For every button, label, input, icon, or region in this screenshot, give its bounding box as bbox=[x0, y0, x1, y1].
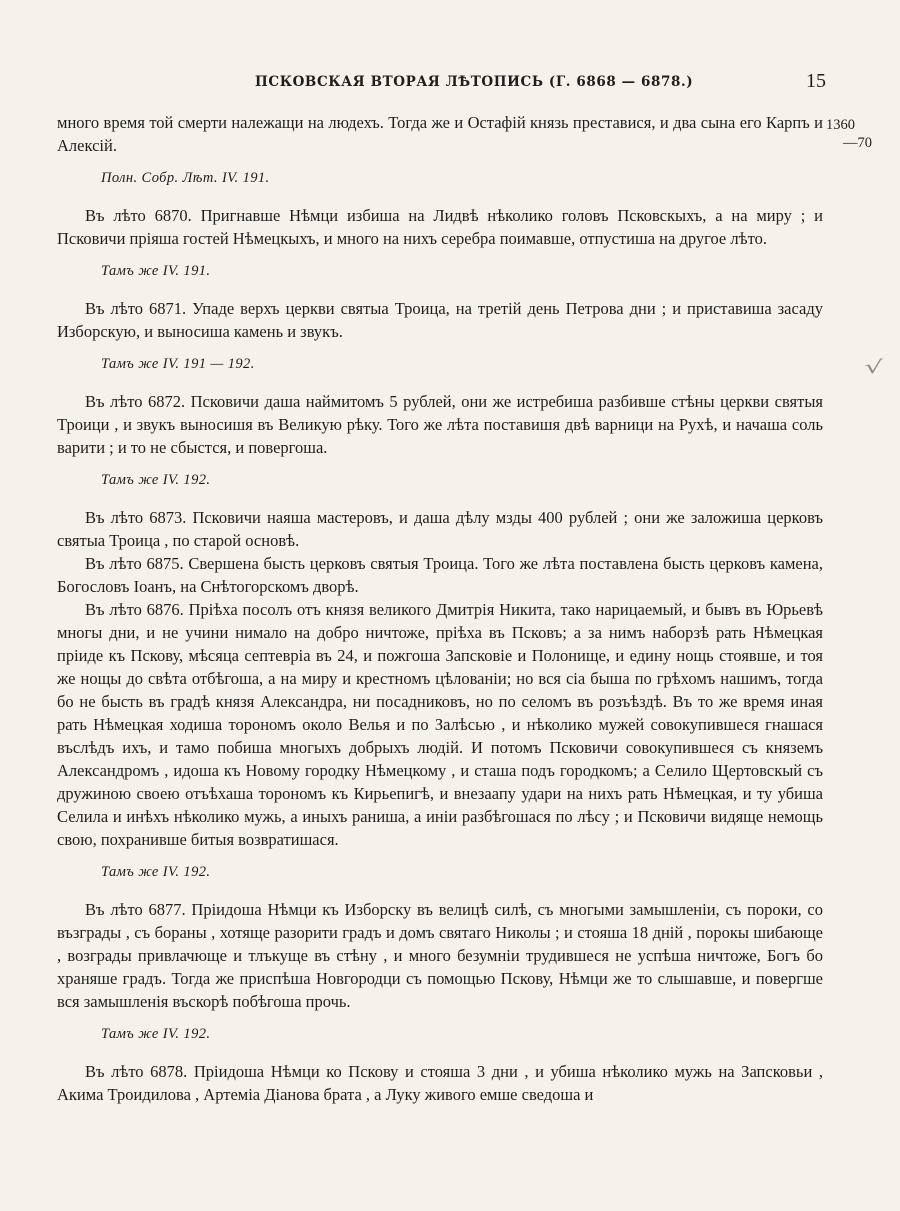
pencil-check-mark-icon: √ bbox=[864, 357, 883, 378]
source-citation: Тамъ же IV. 191 — 192. bbox=[101, 356, 255, 372]
chronicle-paragraph: Въ лѣто 6876. Пріѣха посолъ отъ князя великого Дмитрія Никита, тако нарицаемый, и бывъ въ Юрьевѣ многы дни, и не учини нимало на добро ничтоже, пріѣха въ Псковъ; а за нимъ наборзѣ рать Нѣмецкая пріиде къ Пскову, мѣсяца септевріа въ 24, и пожгоша Запсковіе и Полонище, и едину нощь стоявше, и тоя же нощы до свѣта отбѣгоша, а на миру и крестномъ цѣлованіи; но вся сіа быша по грѣхомъ нашимъ, тогда бо не бысть въ градѣ князя Александра, ни посадниковъ, но по селомъ въ розъѣздѣ. Въ то же время иная рать Нѣмецкая ходиша торономъ около Велья и по Залѣсью , и нѣколико мужей совокупившеся гнашася въслѣдъ ихъ, и тамо побиша многыхъ добрыхъ людій. И потомъ Псковичи совокупившеся съ княземъ Александромъ , идоша къ Новому городку Нѣмецкому , и сташа подъ городкомъ; а Селило Щертовскый съ дружиною своею отъѣхаша торономъ къ Кирьепигѣ, и внезаапу удари на нихъ рать Нѣмецкая, и ту убиша Селила и инѣхъ нѣколико мужь, а иныхъ раниша, а иніи разбѣгошася по лѣсу ; и Псковичи видяще немощь свою, похранивше битыя возвратишася. bbox=[57, 600, 823, 849]
source-citation: Тамъ же IV. 192. bbox=[101, 864, 211, 880]
margin-year-start: 1360 bbox=[826, 117, 855, 133]
source-citation: Тамъ же IV. 191. bbox=[101, 263, 211, 279]
chronicle-paragraph: Въ лѣто 6872. Псковичи даша наймитомъ 5 рублей, они же истребиша разбивше стѣны церкви святыя Троици , и звукъ выносишя въ Великую рѣку. Того же лѣта поставишя двѣ варници на Рухѣ, и начаша соль варити ; и то не сбыстся, и повергоша. bbox=[57, 392, 823, 457]
page-number: 15 bbox=[806, 70, 826, 92]
source-citation: Тамъ же IV. 192. bbox=[101, 472, 211, 488]
chronicle-paragraph: Въ лѣто 6875. Свершена бысть церковъ святыя Троица. Того же лѣта поставлена бысть церковъ камена, Богословъ Іоанъ, на Снѣтогорскомъ дворѣ. bbox=[57, 554, 823, 596]
running-title: ПСКОВСКАЯ ВТОРАЯ ЛѢТОПИСЬ (Г. 6868 — 6878.) bbox=[255, 74, 694, 90]
source-citation: Полн. Собр. Лѣт. IV. 191. bbox=[101, 170, 270, 186]
margin-year-range bbox=[826, 116, 872, 152]
chronicle-paragraph: Въ лѣто 6877. Пріидоша Нѣмци къ Изборску въ велицѣ силѣ, съ многыми замышленіи, съ пороки, со възграды , съ бораны , хотяще разорити градъ и домъ святаго Николы ; и стояша 18 дній , порокы шибающе , возграды привлачюще и тлъкуще въ стѣну , и много безумніи трудившеся не успѣша ничтоже, Богъ бо храняше градъ. Тогда же приспѣша Новгородци съ помощью Пскову, Нѣмци же то слышавше, и повергше вся замышленія въскорѣ побѣгоша прочь. bbox=[57, 900, 823, 1011]
chronicle-text bbox=[57, 111, 823, 1106]
chronicle-paragraph: Въ лѣто 6871. Упаде верхъ церкви святыа Троица, на третій день Петрова дни ; и приставиша засаду Изборскую, и выносиша камень и звукъ. bbox=[57, 299, 823, 341]
chronicle-paragraph: много время той смерти належащи на людехъ. Тогда же и Остафій князь преставися, и два сына его Карпъ и Алексій. bbox=[57, 113, 823, 155]
chronicle-paragraph: Въ лѣто 6878. Пріидоша Нѣмци ко Пскову и стояша 3 дни , и убиша нѣколико мужь на Запсковьи , Акима Троидилова , Артеміа Діанова брата , а Луку живого емше сведоша и bbox=[57, 1062, 823, 1104]
chronicle-paragraph: Въ лѣто 6870. Пригнавше Нѣмци избиша на Лидвѣ нѣколико головъ Псковскыхъ, а на миру ; и Псковичи пріяша гостей Нѣмецкыхъ, и много на нихъ серебра поимавше, отпустиша на другое лѣто. bbox=[57, 206, 823, 248]
chronicle-paragraph: Въ лѣто 6873. Псковичи наяша мастеровъ, и даша дѣлу мзды 400 рублей ; они же заложиша церковъ святыа Троица , по старой основѣ. bbox=[57, 508, 823, 550]
page-header bbox=[0, 70, 900, 100]
source-citation: Тамъ же IV. 192. bbox=[101, 1026, 211, 1042]
margin-year-end: —70 bbox=[843, 135, 872, 151]
